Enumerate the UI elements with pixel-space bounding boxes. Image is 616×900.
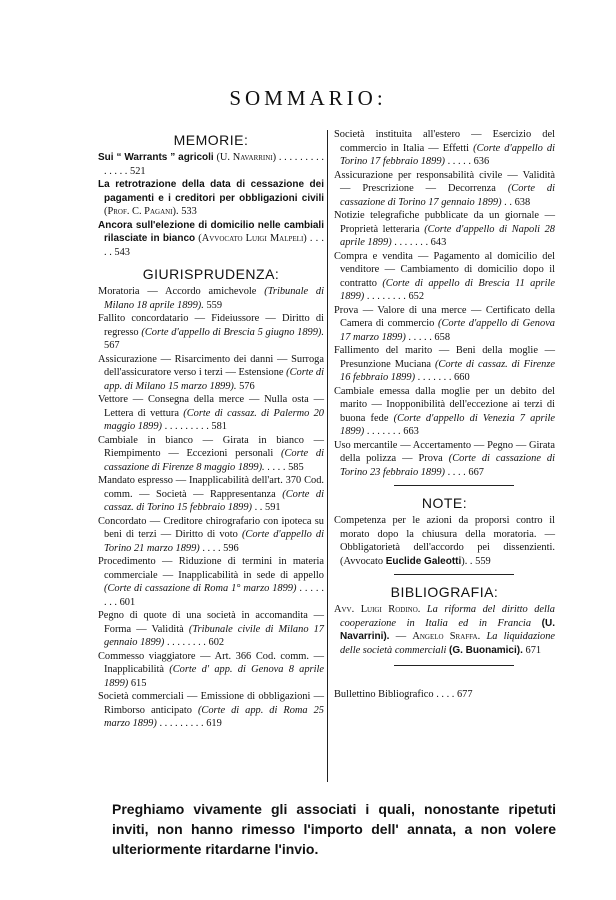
case-citation: (Corte d'appello di Torino 21 marzo 1899) [104,529,324,554]
case-dots: . . . . . . . [394,237,429,248]
note-dots: ). . [461,555,473,567]
biblio-title: La liquidazione delle società commerciali [340,631,556,656]
biblio-author: (G. Buonamici). [448,644,523,656]
case-text: Vettore — Consegna della merce — Nulla osta — Lettera di vettura [98,394,324,419]
section-divider [394,485,514,486]
memoria-author: (Avvocato Luigi Malpeli) [198,233,307,244]
case-text: Assicurazione — Risarcimento dei danni — Surroga dell'assicuratore verso i terzi — Estensione [98,353,324,378]
case-entry [334,439,555,480]
case-dots: . . . . . . . . [104,583,324,608]
subscriber-notice: Preghiamo vivamente gli associati i quali, nonostante ripetuti inviti, non hanno rimesso l'importo dell' annata, a non volere ulteriormente ritardarne l'invio. [112,801,556,857]
case-entry [334,250,555,304]
case-page: 643 [430,237,447,248]
case-dots: . . . . . . . . . [164,421,209,432]
case-entry [98,285,324,312]
case-text: Società commerciali — Emissione di obbligazioni — Rimborso anticipato [98,691,324,716]
case-citation: (Tribunale civile di Milano 17 gennaio 1899) [104,623,324,648]
case-text: Cambiale emessa dalla moglie per un debito del marito — Inopponibilità dell'eccezione ai terzi di buona fede [334,385,555,424]
case-page: 581 [211,421,227,432]
case-entry [334,169,555,210]
case-citation: (Corte di app. di Milano 15 marzo 1899). [104,367,324,392]
case-entry [334,128,555,169]
biblio-lead: Angelo Sraffa. [412,631,481,642]
memoria-page: 521 [130,165,146,177]
case-text: Cambiale in bianco — Girata in bianco — Riempimento — Eccezioni personali [98,434,324,459]
case-text: Mandato espresso — Inapplicabilità dell'art. 370 Cod. comm. — Società — Rappresentanza [98,475,324,500]
biblio-title: La riforma del diritto della cooperazione in Italia ed in Francia [340,604,555,629]
case-page: 559 [206,299,223,311]
memoria-title: Sui “ Warrants ” agricoli [98,152,214,163]
case-text: Procedimento — Riduzione di termini in materia commerciale — Inapplicabilità in sede di appello [98,556,324,581]
case-page: 601 [119,596,136,608]
case-citation: (Corte d' app. di Genova 8 aprile 1899) [104,664,324,689]
memoria-entry [98,178,324,219]
case-entry [98,690,324,731]
case-citation: (Corte di cassaz. di Torino 15 febbraio 1899) [104,488,324,513]
case-text: Assicurazione per responsabilità civile — Validità — Prescrizione — Decorrenza [334,169,555,194]
case-page: 636 [473,156,490,167]
case-page: 660 [454,372,470,383]
case-dots: . . . . [202,542,221,554]
note-heading: NOTE: [421,495,468,511]
case-entry [334,344,555,385]
memorie-heading: MEMORIE: [173,132,249,148]
case-page: 602 [208,637,225,648]
case-citation: (Corte d'appello di Torino 17 febbraio 1899) [340,142,555,167]
case-entry [334,385,555,439]
bulletin-entry [334,688,555,702]
case-citation: (Corte di cassaz. di Palermo 20 maggio 1899) [104,407,325,432]
case-dots: . . . . . [408,331,432,343]
case-text: Concordato — Creditore chirografario con ipoteca su beni di terzi — Diritto di voto [98,515,324,540]
case-dots: . . . . [447,466,466,478]
case-page: 619 [206,718,222,729]
memoria-title: Ancora sull'elezione di domicilio nelle cambiali rilasciate in bianco [98,219,324,244]
note-text: Competenza per le azioni da proporsi contro il morato dopo la chiusura della moratoria. — Obbligatorietà dell'accordo pei dissenzienti. (Avvocato [334,515,555,567]
case-dots: . . . . . . . . [166,637,206,648]
case-citation: (Corte di cassazione di Firenze 8 maggio 1899). [104,448,324,473]
case-entry [98,515,324,556]
giurisprudenza-list-right [334,128,555,479]
case-text: Fallito concordatario — Fideiussore — Diritto di regresso [98,313,324,338]
memoria-page: 533 [181,206,197,217]
case-page: 663 [403,426,419,437]
bulletin-text: Bullettino Bibliografico [334,689,434,700]
case-text: Uso mercantile — Accertamento — Pegno — Girata della polizza — Prova [334,439,555,464]
note-author: Euclide Galeotti [385,555,462,567]
case-citation: (Corte di cassazione di Torino 17 gennaio 1899) [340,183,555,208]
case-page: 652 [408,291,425,302]
biblio-author: (U. Navarrini). [340,617,555,642]
case-text: Prova — Valore di una merce — Certificato della Camera di commercio [334,304,555,329]
case-citation: (Tribunale di Milano 18 aprile 1899). [104,286,324,311]
case-page: 567 [104,340,120,351]
case-entry [98,393,324,434]
memoria-author: (Prof. C. Pagani). [104,206,179,217]
case-dots: . . . . . [447,156,471,167]
case-citation: (Corte di appello di Brescia 11 aprile 1899) [340,277,555,302]
bulletin-dots: . . . . [436,689,455,700]
case-dots: . . . . . . . [417,372,452,383]
case-text: Moratoria — Accordo amichevole [98,286,257,297]
case-page: 576 [239,380,255,392]
case-dots: . . . . . . . [366,426,401,437]
case-text: Compra e vendita — Pagamento al domicilio del venditore — Cambiamento di domicilio dopo il contratto [334,250,555,289]
case-entry [98,555,324,609]
case-page: 658 [434,331,451,343]
case-dots: . . . . . . . . [366,291,406,302]
case-citation: (Corte di cassazione di Torino 23 febbraio 1899) [340,453,555,478]
giurisprudenza-heading: GIURISPRUDENZA: [142,266,280,282]
case-entry [98,474,324,515]
case-citation: (Corte di cassaz. di Firenze 16 febbraio 1899) [340,358,555,383]
memoria-entry [98,151,324,178]
case-dots: . . [504,196,512,208]
case-citation: (Corte d'appello di Brescia 5 giugno 1899). [141,326,324,338]
case-entry [334,209,555,250]
case-page: 615 [130,677,147,689]
case-citation: (Corte d'appello di Genova 17 marzo 1899) [340,318,555,343]
case-entry [334,304,555,345]
page-title: SOMMARIO: [229,86,387,110]
case-page: 667 [468,466,484,478]
bibliografia-heading: BIBLIOGRAFIA: [390,584,499,600]
bulletin-page: 677 [456,689,473,700]
case-entry [98,609,324,650]
note-entry [334,514,555,568]
right-column [334,128,555,702]
column-divider [327,130,328,782]
case-text: Commesso viaggiatore — Art. 366 Cod. comm. — Inapplicabilità [98,650,324,675]
case-page: 591 [265,502,281,513]
giurisprudenza-list-left [98,285,324,731]
biblio-tail: — [395,631,413,642]
memoria-dots: . . . . . [104,233,324,258]
biblio-page: 671 [525,644,542,656]
case-entry [98,353,324,394]
memoria-page: 543 [114,246,130,258]
case-dots: . . . . . . . . . [159,718,204,729]
case-citation: (Corte d'appello di Napoli 28 aprile 1899) [340,223,555,248]
case-citation: (Corte d'appello di Venezia 7 aprile 1899) [340,412,555,437]
memoria-dots: . . . . . . . . . . . . . . [104,152,324,177]
section-divider [394,574,514,575]
case-text: Fallimento del marito — Beni della moglie — Presunzione Muciana [334,345,555,370]
memoria-entry [98,219,324,260]
case-entry [98,434,324,475]
case-citation: (Corte di app. di Roma 25 marzo 1899) [104,704,324,729]
case-text: Notizie telegrafiche pubblicate da un giornale — Proprietà letteraria [334,210,555,235]
memoria-author: (U. Navarrini) [216,152,277,163]
case-text: Società instituita all'estero — Esercizio del commercio in Italia — Effetti [334,129,555,154]
section-divider [394,665,514,666]
case-page: 638 [514,196,531,208]
case-dots: . . [254,502,263,513]
memoria-title: La retrotrazione della data di cessazione dei pagamenti e i creditori per obbligazioni civili [98,179,324,204]
case-entry [98,312,324,353]
biblio-lead: Avv. Luigi Rodino. [334,604,421,615]
left-column [98,128,324,731]
case-dots: . . . . [267,461,286,473]
note-page: 559 [475,555,491,567]
case-entry [98,650,324,691]
bibliografia-entry [334,603,555,657]
case-page: 585 [288,461,304,473]
case-citation: (Corte di cassazione di Roma 1° marzo 1899) [104,583,297,594]
memorie-list [98,151,324,259]
case-page: 596 [223,542,239,554]
case-text: Pegno di quote di una società in accomandita — Forma — Validità [98,610,324,635]
